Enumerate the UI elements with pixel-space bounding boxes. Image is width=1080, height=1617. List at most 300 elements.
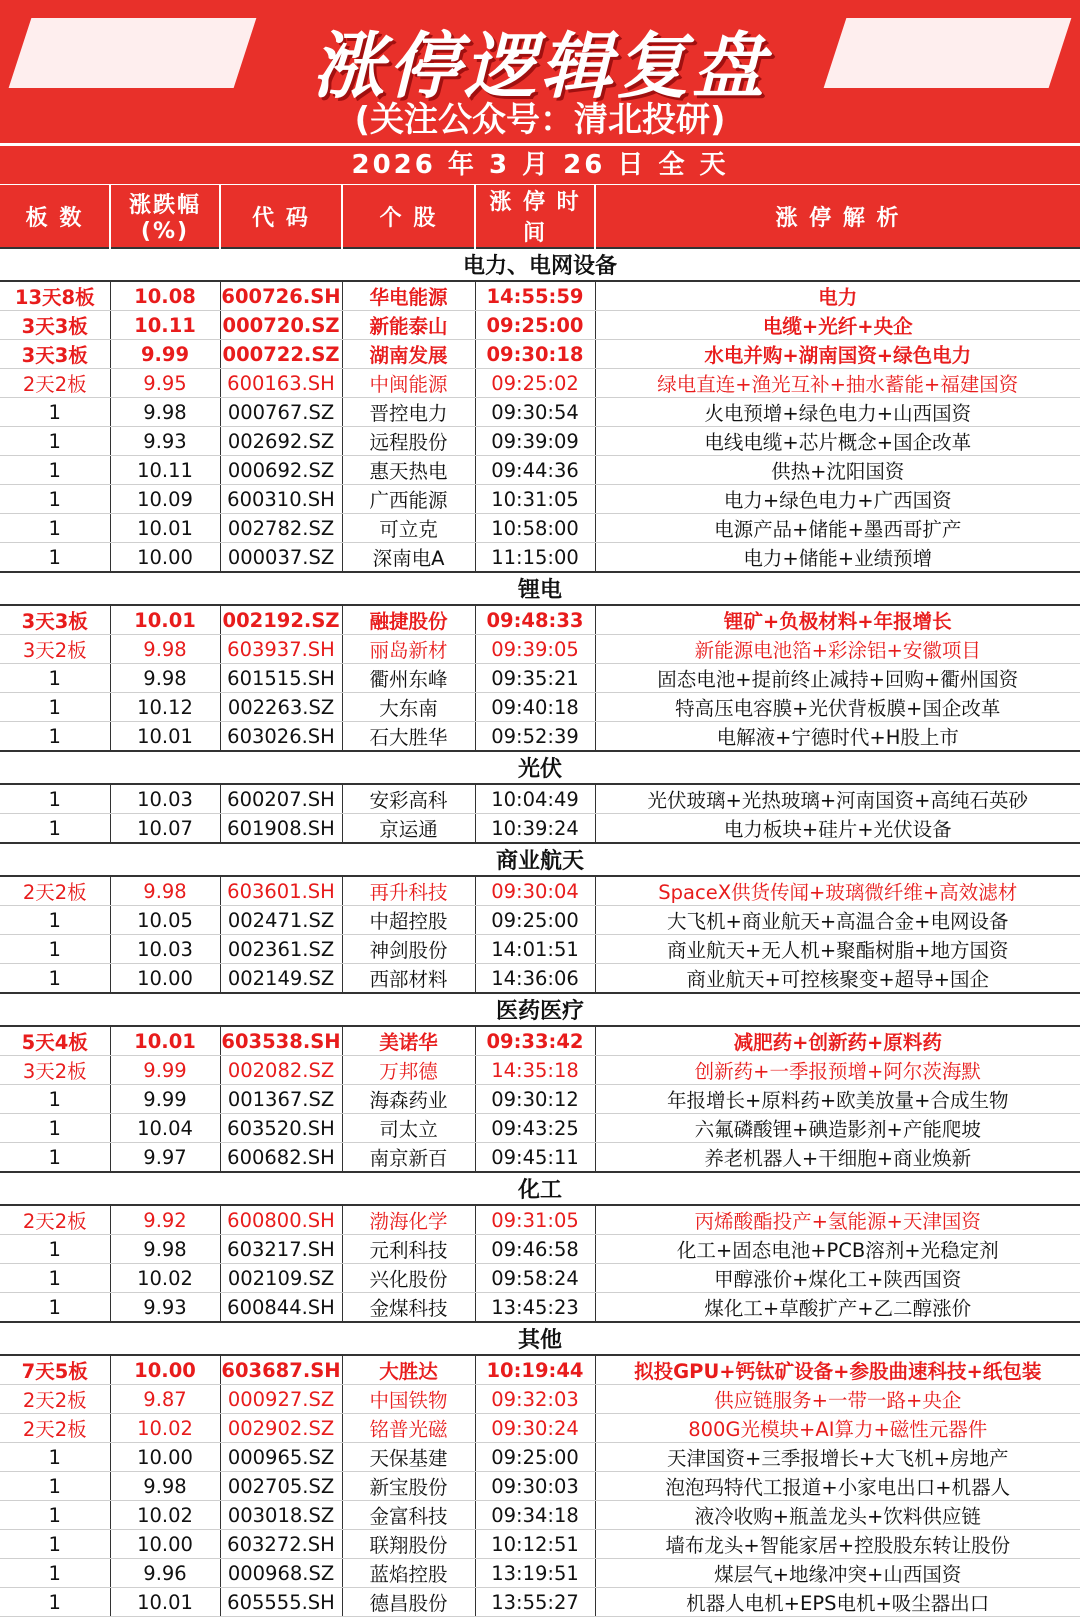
section-title: 光伏 [0,751,1080,784]
cell-reason: 创新药+一季报预增+阿尔茨海默 [595,1056,1080,1085]
cell-stock-name: 金富科技 [342,1501,475,1530]
cell-stock-name: 中国铁物 [342,1385,475,1414]
table-row [0,1414,1080,1443]
table-row [0,485,1080,514]
cell-board: 1 [0,1501,110,1530]
col-header-code: 代 码 [220,185,342,248]
cell-board: 1 [0,1559,110,1588]
cell-change-pct: 9.92 [110,1205,220,1235]
table-row [0,784,1080,814]
cell-stock-name: 衢州东峰 [342,664,475,693]
cell-limit-time: 09:40:18 [475,693,595,722]
cell-change-pct: 9.96 [110,1559,220,1588]
cell-stock-code: 600163.SH [220,369,342,398]
cell-limit-time: 09:31:05 [475,1205,595,1235]
cell-stock-code: 600726.SH [220,281,342,311]
cell-limit-time: 09:52:39 [475,722,595,752]
cell-reason: 锂矿+负极材料+年报增长 [595,605,1080,635]
cell-stock-code: 603217.SH [220,1235,342,1264]
cell-stock-name: 中闽能源 [342,369,475,398]
table-row [0,814,1080,844]
cell-reason: 墙布龙头+智能家居+控股股东转让股份 [595,1530,1080,1559]
cell-stock-code: 002471.SZ [220,906,342,935]
cell-reason: 供应链服务+一带一路+央企 [595,1385,1080,1414]
cell-stock-name: 德昌股份 [342,1588,475,1617]
cell-stock-code: 000037.SZ [220,543,342,573]
cell-board: 1 [0,1143,110,1173]
cell-stock-name: 铭普光磁 [342,1414,475,1443]
cell-reason: 电力板块+硅片+光伏设备 [595,814,1080,844]
cell-reason: SpaceX供货传闻+玻璃微纤维+高效滤材 [595,876,1080,906]
cell-stock-code: 002782.SZ [220,514,342,543]
cell-change-pct: 10.00 [110,1443,220,1472]
cell-board: 2天2板 [0,1205,110,1235]
section-header-row [0,843,1080,876]
cell-stock-name: 湖南发展 [342,340,475,369]
cell-limit-time: 09:30:04 [475,876,595,906]
cell-stock-name: 美诺华 [342,1026,475,1056]
cell-limit-time: 09:48:33 [475,605,595,635]
cell-stock-code: 000927.SZ [220,1385,342,1414]
cell-reason: 特高压电容膜+光伏背板膜+国企改革 [595,693,1080,722]
cell-board: 2天2板 [0,1385,110,1414]
cell-change-pct: 10.11 [110,311,220,340]
table-row [0,1530,1080,1559]
cell-board: 1 [0,398,110,427]
cell-stock-name: 丽岛新材 [342,635,475,664]
cell-change-pct: 10.00 [110,964,220,994]
cell-stock-code: 002692.SZ [220,427,342,456]
table-row [0,722,1080,752]
cell-stock-name: 可立克 [342,514,475,543]
cell-board: 1 [0,1264,110,1293]
cell-reason: 液冷收购+瓶盖龙头+饮料供应链 [595,1501,1080,1530]
cell-board: 1 [0,814,110,844]
limit-up-table [0,185,1080,1617]
cell-change-pct: 9.93 [110,427,220,456]
cell-stock-name: 中超控股 [342,906,475,935]
cell-change-pct: 10.02 [110,1501,220,1530]
cell-stock-code: 601908.SH [220,814,342,844]
col-header-change: 涨跌幅(%) [110,185,220,248]
table-row [0,906,1080,935]
table-row [0,1385,1080,1414]
cell-board: 1 [0,722,110,752]
page-subtitle: (关注公众号：清北投研) [354,100,726,140]
table-row [0,456,1080,485]
table-row [0,340,1080,369]
cell-stock-name: 天保基建 [342,1443,475,1472]
cell-board: 3天3板 [0,605,110,635]
table-row [0,1443,1080,1472]
cell-board: 2天2板 [0,876,110,906]
cell-board: 1 [0,784,110,814]
cell-stock-code: 000692.SZ [220,456,342,485]
cell-change-pct: 10.01 [110,722,220,752]
cell-stock-name: 大东南 [342,693,475,722]
cell-reason: 商业航天+可控核聚变+超导+国企 [595,964,1080,994]
cell-stock-code: 601515.SH [220,664,342,693]
cell-stock-name: 兴化股份 [342,1264,475,1293]
cell-limit-time: 09:39:05 [475,635,595,664]
cell-reason: 火电预增+绿色电力+山西国资 [595,398,1080,427]
cell-stock-name: 元利科技 [342,1235,475,1264]
cell-stock-code: 603520.SH [220,1114,342,1143]
table-row [0,1056,1080,1085]
col-header-stock: 个 股 [342,185,475,248]
cell-reason: 六氟磷酸锂+碘造影剂+产能爬坡 [595,1114,1080,1143]
table-row [0,1472,1080,1501]
cell-board: 1 [0,693,110,722]
cell-stock-code: 003018.SZ [220,1501,342,1530]
table-row [0,1143,1080,1173]
cell-change-pct: 10.00 [110,1355,220,1385]
section-title: 其他 [0,1322,1080,1355]
cell-limit-time: 10:12:51 [475,1530,595,1559]
cell-limit-time: 09:46:58 [475,1235,595,1264]
cell-reason: 电力+绿色电力+广西国资 [595,485,1080,514]
cell-reason: 电缆+光纤+央企 [595,311,1080,340]
cell-change-pct: 10.00 [110,543,220,573]
section-header-row [0,572,1080,605]
cell-reason: 水电并购+湖南国资+绿色电力 [595,340,1080,369]
cell-limit-time: 09:33:42 [475,1026,595,1056]
cell-reason: 甲醇涨价+煤化工+陕西国资 [595,1264,1080,1293]
cell-change-pct: 10.03 [110,784,220,814]
cell-change-pct: 10.01 [110,1026,220,1056]
cell-change-pct: 10.09 [110,485,220,514]
table-row [0,605,1080,635]
cell-limit-time: 10:19:44 [475,1355,595,1385]
cell-stock-name: 神剑股份 [342,935,475,964]
cell-stock-code: 600682.SH [220,1143,342,1173]
cell-limit-time: 09:30:24 [475,1414,595,1443]
cell-reason: 煤层气+地缘冲突+山西国资 [595,1559,1080,1588]
cell-board: 1 [0,485,110,514]
cell-limit-time: 09:58:24 [475,1264,595,1293]
cell-reason: 电解液+宁德时代+H股上市 [595,722,1080,752]
cell-change-pct: 9.98 [110,398,220,427]
cell-change-pct: 10.04 [110,1114,220,1143]
cell-change-pct: 10.01 [110,1588,220,1617]
cell-stock-name: 南京新百 [342,1143,475,1173]
page-title: 涨停逻辑复盘 [311,24,768,108]
cell-stock-code: 600207.SH [220,784,342,814]
cell-reason: 绿电直连+渔光互补+抽水蓄能+福建国资 [595,369,1080,398]
cell-limit-time: 09:25:00 [475,906,595,935]
cell-stock-name: 石大胜华 [342,722,475,752]
table-row [0,1501,1080,1530]
col-header-board: 板 数 [0,185,110,248]
section-header-row [0,993,1080,1026]
cell-limit-time: 09:32:03 [475,1385,595,1414]
table-row [0,1026,1080,1056]
cell-change-pct: 9.99 [110,340,220,369]
cell-stock-code: 603026.SH [220,722,342,752]
section-header-row [0,751,1080,784]
cell-board: 2天2板 [0,369,110,398]
cell-change-pct: 9.98 [110,664,220,693]
cell-board: 1 [0,514,110,543]
cell-board: 2天2板 [0,1414,110,1443]
cell-limit-time: 10:58:00 [475,514,595,543]
table-row [0,427,1080,456]
cell-change-pct: 9.99 [110,1085,220,1114]
cell-stock-name: 大胜达 [342,1355,475,1385]
title-banner [0,0,1080,146]
table-row [0,664,1080,693]
cell-reason: 煤化工+草酸扩产+乙二醇涨价 [595,1293,1080,1323]
cell-reason: 减肥药+创新药+原料药 [595,1026,1080,1056]
cell-limit-time: 10:39:24 [475,814,595,844]
cell-stock-name: 融捷股份 [342,605,475,635]
cell-stock-name: 西部材料 [342,964,475,994]
cell-reason: 机器人电机+EPS电机+吸尘器出口 [595,1588,1080,1617]
cell-stock-name: 广西能源 [342,485,475,514]
cell-board: 3天2板 [0,635,110,664]
cell-stock-code: 603601.SH [220,876,342,906]
table-row [0,635,1080,664]
table-header-row [0,185,1080,248]
section-title: 化工 [0,1172,1080,1205]
cell-board: 1 [0,964,110,994]
cell-change-pct: 9.98 [110,1235,220,1264]
cell-change-pct: 9.97 [110,1143,220,1173]
table-row [0,311,1080,340]
section-header-row [0,1172,1080,1205]
cell-limit-time: 09:35:21 [475,664,595,693]
cell-limit-time: 09:25:02 [475,369,595,398]
cell-board: 1 [0,1114,110,1143]
cell-limit-time: 09:39:09 [475,427,595,456]
cell-reason: 电源产品+储能+墨西哥扩产 [595,514,1080,543]
cell-reason: 天津国资+三季报增长+大飞机+房地产 [595,1443,1080,1472]
cell-change-pct: 10.03 [110,935,220,964]
cell-change-pct: 10.00 [110,1530,220,1559]
cell-limit-time: 09:44:36 [475,456,595,485]
cell-reason: 年报增长+原料药+欧美放量+合成生物 [595,1085,1080,1114]
table-row [0,876,1080,906]
cell-reason: 泡泡玛特代工报道+小家电出口+机器人 [595,1472,1080,1501]
table-row [0,543,1080,573]
section-title: 医药医疗 [0,993,1080,1026]
cell-board: 1 [0,906,110,935]
cell-board: 7天5板 [0,1355,110,1385]
cell-change-pct: 9.93 [110,1293,220,1323]
cell-change-pct: 10.02 [110,1414,220,1443]
table-row [0,1235,1080,1264]
cell-stock-code: 000722.SZ [220,340,342,369]
cell-change-pct: 10.07 [110,814,220,844]
section-title: 商业航天 [0,843,1080,876]
cell-change-pct: 9.98 [110,635,220,664]
cell-stock-name: 再升科技 [342,876,475,906]
cell-limit-time: 14:36:06 [475,964,595,994]
cell-limit-time: 09:25:00 [475,1443,595,1472]
cell-board: 3天2板 [0,1056,110,1085]
cell-stock-name: 远程股份 [342,427,475,456]
cell-board: 1 [0,456,110,485]
cell-limit-time: 09:30:18 [475,340,595,369]
cell-reason: 新能源电池箔+彩涂铝+安徽项目 [595,635,1080,664]
cell-stock-code: 605555.SH [220,1588,342,1617]
cell-stock-code: 603937.SH [220,635,342,664]
cell-stock-name: 渤海化学 [342,1205,475,1235]
cell-limit-time: 11:15:00 [475,543,595,573]
cell-limit-time: 09:30:12 [475,1085,595,1114]
cell-limit-time: 13:45:23 [475,1293,595,1323]
cell-stock-code: 000767.SZ [220,398,342,427]
table-row [0,398,1080,427]
cell-reason: 800G光模块+AI算力+磁性元器件 [595,1414,1080,1443]
cell-stock-name: 海森药业 [342,1085,475,1114]
cell-stock-name: 新能泰山 [342,311,475,340]
cell-change-pct: 10.05 [110,906,220,935]
cell-stock-name: 司太立 [342,1114,475,1143]
cell-stock-name: 京运通 [342,814,475,844]
cell-stock-name: 晋控电力 [342,398,475,427]
cell-stock-code: 600800.SH [220,1205,342,1235]
cell-stock-code: 600844.SH [220,1293,342,1323]
cell-board: 5天4板 [0,1026,110,1056]
cell-board: 1 [0,1443,110,1472]
cell-reason: 化工+固态电池+PCB溶剂+光稳定剂 [595,1235,1080,1264]
table-row [0,1559,1080,1588]
cell-board: 1 [0,1235,110,1264]
cell-change-pct: 10.12 [110,693,220,722]
section-header-row [0,1322,1080,1355]
cell-stock-name: 华电能源 [342,281,475,311]
cell-limit-time: 14:35:18 [475,1056,595,1085]
cell-stock-code: 002192.SZ [220,605,342,635]
cell-stock-code: 002263.SZ [220,693,342,722]
cell-change-pct: 10.01 [110,605,220,635]
cell-change-pct: 10.11 [110,456,220,485]
cell-stock-code: 002082.SZ [220,1056,342,1085]
cell-limit-time: 09:30:54 [475,398,595,427]
table-row [0,281,1080,311]
cell-reason: 光伏玻璃+光热玻璃+河南国资+高纯石英砂 [595,784,1080,814]
cell-limit-time: 13:19:51 [475,1559,595,1588]
cell-reason: 供热+沈阳国资 [595,456,1080,485]
cell-reason: 丙烯酸酯投产+氢能源+天津国资 [595,1205,1080,1235]
col-header-reason: 涨 停 解 析 [595,185,1080,248]
cell-board: 3天3板 [0,340,110,369]
cell-change-pct: 10.01 [110,514,220,543]
cell-stock-code: 002109.SZ [220,1264,342,1293]
cell-stock-code: 603272.SH [220,1530,342,1559]
cell-stock-code: 002902.SZ [220,1414,342,1443]
cell-limit-time: 10:04:49 [475,784,595,814]
cell-reason: 大飞机+商业航天+高温合金+电网设备 [595,906,1080,935]
cell-stock-code: 002705.SZ [220,1472,342,1501]
cell-limit-time: 14:55:59 [475,281,595,311]
table-row [0,935,1080,964]
cell-board: 1 [0,1530,110,1559]
cell-stock-name: 惠天热电 [342,456,475,485]
table-row [0,1355,1080,1385]
cell-stock-name: 联翔股份 [342,1530,475,1559]
cell-reason: 拟投GPU+钙钛矿设备+参股曲速科技+纸包装 [595,1355,1080,1385]
table-row [0,1114,1080,1143]
table-row [0,1085,1080,1114]
cell-board: 1 [0,935,110,964]
cell-reason: 养老机器人+干细胞+商业焕新 [595,1143,1080,1173]
cell-stock-code: 000968.SZ [220,1559,342,1588]
section-title: 电力、电网设备 [0,248,1080,281]
cell-stock-code: 600310.SH [220,485,342,514]
cell-board: 1 [0,664,110,693]
cell-reason: 商业航天+无人机+聚酯树脂+地方国资 [595,935,1080,964]
cell-limit-time: 09:30:03 [475,1472,595,1501]
cell-stock-code: 603687.SH [220,1355,342,1385]
cell-change-pct: 10.08 [110,281,220,311]
cell-limit-time: 14:01:51 [475,935,595,964]
cell-stock-code: 603538.SH [220,1026,342,1056]
cell-board: 1 [0,1085,110,1114]
cell-stock-code: 001367.SZ [220,1085,342,1114]
cell-stock-name: 安彩高科 [342,784,475,814]
cell-stock-code: 000965.SZ [220,1443,342,1472]
cell-board: 1 [0,1588,110,1617]
table-row [0,1293,1080,1323]
table-row [0,514,1080,543]
cell-stock-name: 深南电A [342,543,475,573]
cell-board: 13天8板 [0,281,110,311]
cell-board: 3天3板 [0,311,110,340]
cell-stock-name: 金煤科技 [342,1293,475,1323]
table-row [0,369,1080,398]
table-row [0,1205,1080,1235]
cell-board: 1 [0,427,110,456]
cell-reason: 电线电缆+芯片概念+国企改革 [595,427,1080,456]
cell-stock-code: 002149.SZ [220,964,342,994]
section-title: 锂电 [0,572,1080,605]
col-header-time: 涨 停 时 间 [475,185,595,248]
cell-reason: 固态电池+提前终止减持+回购+衢州国资 [595,664,1080,693]
cell-limit-time: 13:55:27 [475,1588,595,1617]
cell-limit-time: 09:25:00 [475,311,595,340]
table-body [0,248,1080,1617]
cell-change-pct: 9.99 [110,1056,220,1085]
section-header-row [0,248,1080,281]
cell-stock-code: 002361.SZ [220,935,342,964]
cell-change-pct: 10.02 [110,1264,220,1293]
cell-limit-time: 10:31:05 [475,485,595,514]
cell-change-pct: 9.87 [110,1385,220,1414]
cell-limit-time: 09:45:11 [475,1143,595,1173]
cell-board: 1 [0,1472,110,1501]
cell-stock-name: 新宝股份 [342,1472,475,1501]
cell-limit-time: 09:43:25 [475,1114,595,1143]
cell-stock-code: 000720.SZ [220,311,342,340]
cell-reason: 电力 [595,281,1080,311]
cell-stock-name: 万邦德 [342,1056,475,1085]
cell-change-pct: 9.98 [110,1472,220,1501]
table-row [0,1264,1080,1293]
date-line: 2026 年 3 月 26 日 全 天 [0,146,1080,185]
cell-change-pct: 9.98 [110,876,220,906]
cell-board: 1 [0,1293,110,1323]
cell-limit-time: 09:34:18 [475,1501,595,1530]
cell-board: 1 [0,543,110,573]
cell-stock-name: 蓝焰控股 [342,1559,475,1588]
cell-reason: 电力+储能+业绩预增 [595,543,1080,573]
cell-change-pct: 9.95 [110,369,220,398]
table-row [0,693,1080,722]
table-row [0,964,1080,994]
table-row [0,1588,1080,1617]
